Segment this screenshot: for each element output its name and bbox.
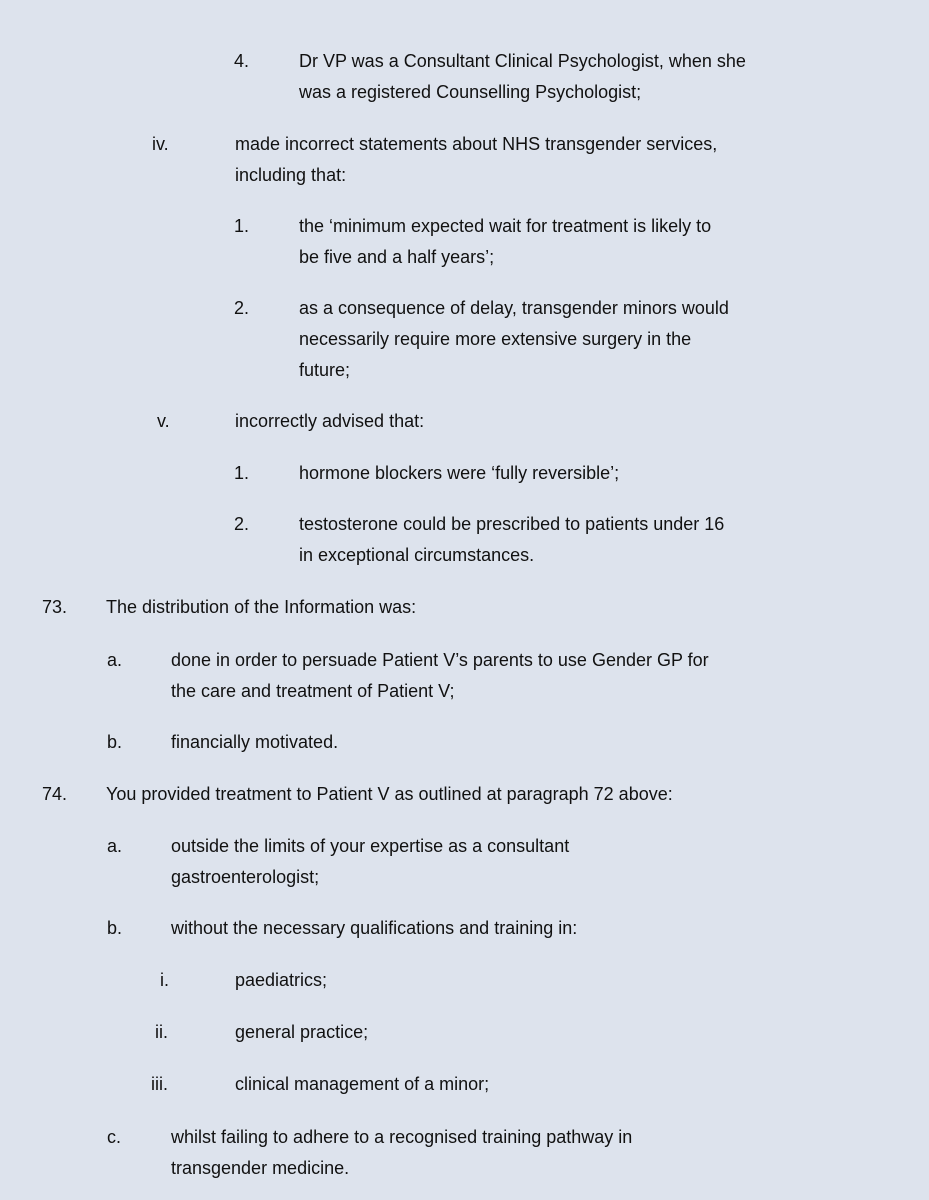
item-text — [171, 645, 709, 707]
item-number: iv. — [152, 134, 169, 154]
paragraph-number: 73. — [42, 597, 68, 617]
item-number: v. — [157, 411, 170, 431]
item-numeral: iii. — [151, 1074, 168, 1094]
item-letter: b. — [107, 918, 123, 938]
item-letter: a. — [107, 836, 123, 856]
text-line: outside the limits of your expertise as a consultant — [171, 836, 570, 856]
item-number: 2. — [234, 298, 250, 318]
item-letter: c. — [107, 1127, 122, 1147]
text-line: done in order to persuade Patient V’s parents to use Gender GP for — [171, 650, 709, 670]
item-text — [299, 46, 746, 108]
item-text — [235, 1069, 489, 1100]
text-line: without the necessary qualifications and training in: — [171, 918, 578, 938]
item-number: 1. — [234, 463, 250, 483]
item-number: 4. — [234, 51, 250, 71]
text-line: including that: — [235, 165, 347, 185]
item-text — [235, 1017, 368, 1048]
text-line: the care and treatment of Patient V; — [171, 681, 455, 701]
paragraph-text — [106, 779, 673, 810]
item-text — [235, 129, 717, 191]
item-letter: b. — [107, 732, 123, 752]
item-text — [171, 831, 569, 893]
item-letter: a. — [107, 650, 123, 670]
paragraph-number: 74. — [42, 784, 68, 804]
item-text — [171, 727, 338, 758]
text-line: necessarily require more extensive surgery in the — [299, 329, 692, 349]
text-line: financially motivated. — [171, 732, 339, 752]
item-number: 1. — [234, 216, 250, 236]
item-text — [299, 509, 724, 571]
text-line: general practice; — [235, 1022, 369, 1042]
item-text — [235, 965, 327, 996]
item-number: 2. — [234, 514, 250, 534]
text-line: clinical management of a minor; — [235, 1074, 490, 1094]
text-line: Dr VP was a Consultant Clinical Psychologist, when she — [299, 51, 746, 71]
text-line: future; — [299, 360, 351, 380]
item-text — [171, 1122, 632, 1184]
text-line: incorrectly advised that: — [235, 411, 425, 431]
text-line: gastroenterologist; — [171, 867, 320, 887]
text-line: transgender medicine. — [171, 1158, 350, 1178]
item-text — [299, 293, 729, 386]
item-text — [299, 211, 711, 273]
text-line: was a registered Counselling Psychologist; — [299, 82, 642, 102]
text-line: hormone blockers were ‘fully reversible’; — [299, 463, 620, 483]
item-text — [299, 458, 619, 489]
text-line: The distribution of the Information was: — [106, 597, 417, 617]
text-line: You provided treatment to Patient V as outlined at paragraph 72 above: — [106, 784, 673, 804]
text-line: be five and a half years’; — [299, 247, 495, 267]
item-text — [235, 406, 424, 437]
item-numeral: i. — [160, 970, 169, 990]
text-line: paediatrics; — [235, 970, 328, 990]
text-line: testosterone could be prescribed to patients under 16 — [299, 514, 725, 534]
text-line: the ‘minimum expected wait for treatment is likely to — [299, 216, 712, 236]
text-line: in exceptional circumstances. — [299, 545, 535, 565]
text-line: whilst failing to adhere to a recognised training pathway in — [171, 1127, 633, 1147]
item-numeral: ii. — [155, 1022, 168, 1042]
text-line: as a consequence of delay, transgender minors would — [299, 298, 729, 318]
paragraph-text — [106, 592, 416, 623]
item-text — [171, 913, 577, 944]
text-line: made incorrect statements about NHS transgender services, — [235, 134, 718, 154]
